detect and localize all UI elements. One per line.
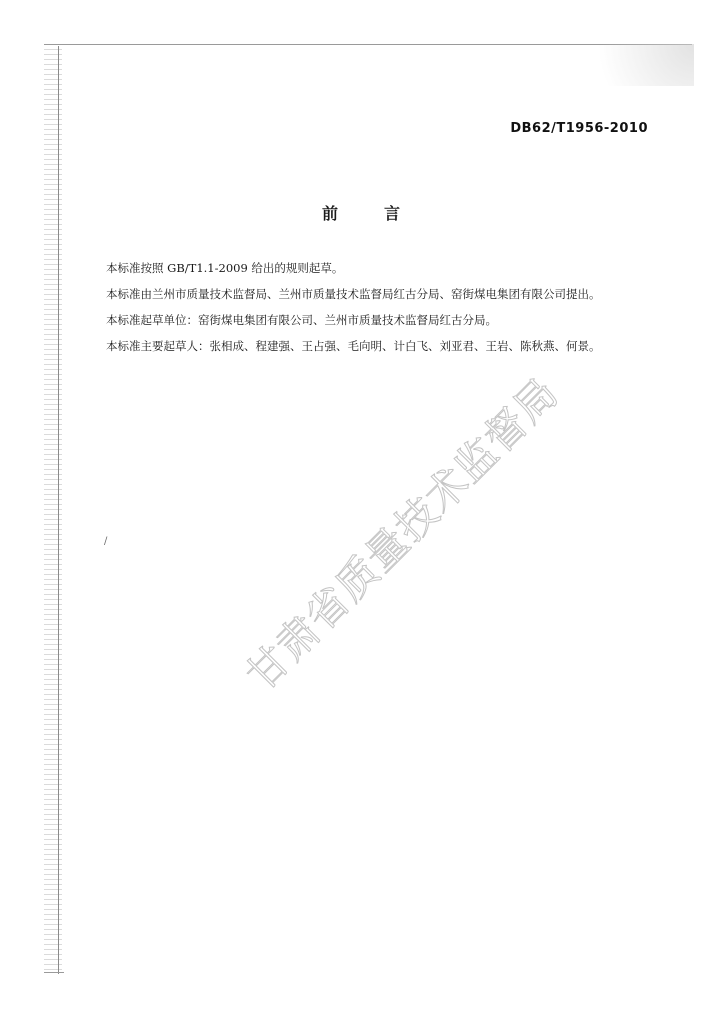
- paragraph: 本标准由兰州市质量技术监督局、兰州市质量技术监督局红古分局、窑街煤电集团有限公司提出。: [106, 287, 601, 301]
- scan-edge-texture: [44, 44, 62, 974]
- title-char: 前: [321, 204, 340, 223]
- title-char: 言: [384, 204, 403, 223]
- standard-code: DB62/T1956-2010: [510, 121, 648, 136]
- foreword-body: [106, 260, 666, 364]
- scan-edge-line: [58, 46, 59, 974]
- scan-bottom-mark: [44, 972, 64, 973]
- paragraph: 本标准主要起草人：张相成、程建强、王占强、毛向明、计白飞、刘亚君、王岩、陈秋燕、何景。: [106, 339, 601, 353]
- paragraph: 本标准起草单位：窑街煤电集团有限公司、兰州市质量技术监督局红古分局。: [106, 313, 497, 327]
- watermark: 甘肃省质量技术监督局: [237, 368, 568, 700]
- page-title: [0, 201, 724, 224]
- scan-corner-noise: [564, 44, 694, 86]
- paragraph: 本标准按照 GB/T1.1-2009 给出的规则起草。: [106, 261, 344, 275]
- scan-speck: /: [104, 536, 108, 547]
